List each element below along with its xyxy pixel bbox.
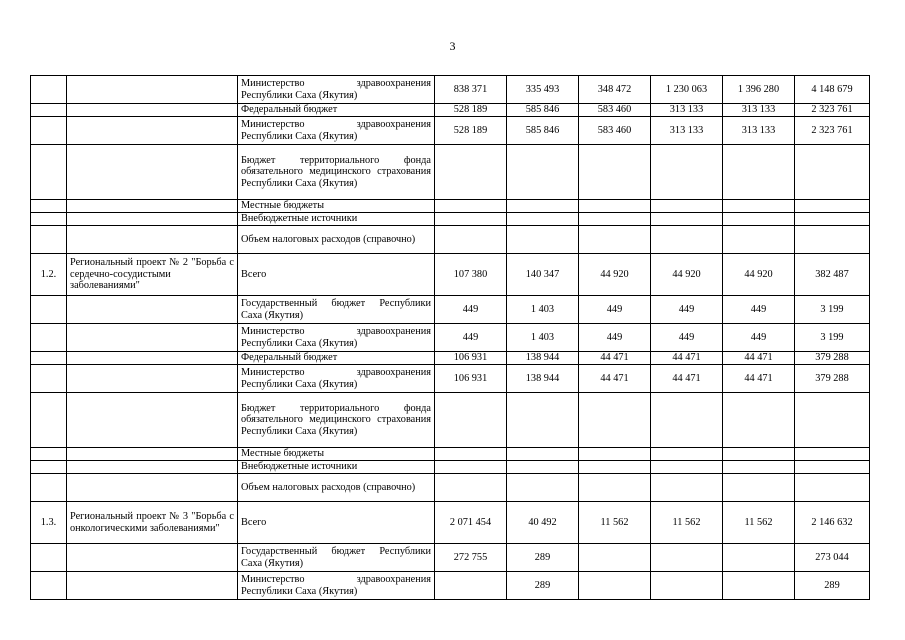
value-cell	[579, 474, 651, 502]
table-row	[31, 200, 870, 213]
value-cell: 449	[579, 296, 651, 324]
value-cell: 44 920	[723, 254, 795, 296]
table-row	[31, 365, 870, 393]
row-number-cell	[31, 104, 67, 117]
value-cell	[723, 474, 795, 502]
value-cell	[435, 474, 507, 502]
page-number: 3	[449, 39, 456, 53]
value-cell: 11 562	[651, 502, 723, 544]
row-number-cell	[31, 226, 67, 254]
budget-table	[30, 75, 870, 600]
row-number-cell: 1.3.	[31, 502, 67, 544]
total-value-cell	[795, 448, 870, 461]
value-cell: 1 403	[507, 296, 579, 324]
project-name-cell	[67, 572, 238, 600]
value-cell: 313 133	[651, 104, 723, 117]
total-value-cell: 2 323 761	[795, 117, 870, 145]
value-cell	[579, 213, 651, 226]
value-cell: 838 371	[435, 76, 507, 104]
value-cell	[507, 200, 579, 213]
table-row	[31, 461, 870, 474]
funding-source-cell: Государственный бюджет Республики Саха (Якутия)	[238, 544, 435, 572]
total-value-cell: 289	[795, 572, 870, 600]
row-number-cell	[31, 117, 67, 145]
row-number-cell	[31, 474, 67, 502]
row-number-cell	[31, 76, 67, 104]
value-cell	[579, 461, 651, 474]
value-cell	[507, 213, 579, 226]
funding-source-cell: Бюджет территориального фонда обязательного медицинского страхования Республики Саха (Якутия)	[238, 145, 435, 200]
project-name-cell	[67, 393, 238, 448]
value-cell	[507, 145, 579, 200]
row-number-cell: 1.2.	[31, 254, 67, 296]
value-cell	[723, 393, 795, 448]
value-cell	[435, 200, 507, 213]
value-cell	[651, 448, 723, 461]
funding-source-cell: Федеральный бюджет	[238, 104, 435, 117]
value-cell	[651, 200, 723, 213]
funding-source-cell: Бюджет территориального фонда обязательного медицинского страхования Республики Саха (Якутия)	[238, 393, 435, 448]
row-number-cell	[31, 296, 67, 324]
value-cell: 348 472	[579, 76, 651, 104]
row-number-cell	[31, 572, 67, 600]
value-cell	[435, 145, 507, 200]
total-value-cell: 2 146 632	[795, 502, 870, 544]
value-cell: 44 471	[579, 352, 651, 365]
table-row	[31, 393, 870, 448]
table-row	[31, 76, 870, 104]
funding-source-cell: Министерство здравоохранения Республики Саха (Якутия)	[238, 76, 435, 104]
project-name-cell: Региональный проект № 2 "Борьба с сердечно-сосудистыми заболеваниями"	[67, 254, 238, 296]
value-cell: 335 493	[507, 76, 579, 104]
table-row	[31, 572, 870, 600]
value-cell: 44 920	[579, 254, 651, 296]
row-number-cell	[31, 448, 67, 461]
project-name-cell	[67, 145, 238, 200]
project-name-cell	[67, 213, 238, 226]
row-number-cell	[31, 461, 67, 474]
funding-source-cell: Объем налоговых расходов (справочно)	[238, 474, 435, 502]
value-cell: 1 403	[507, 324, 579, 352]
value-cell: 289	[507, 572, 579, 600]
total-value-cell: 3 199	[795, 296, 870, 324]
value-cell: 449	[723, 296, 795, 324]
table-row	[31, 352, 870, 365]
value-cell	[579, 572, 651, 600]
value-cell	[579, 544, 651, 572]
row-number-cell	[31, 200, 67, 213]
total-value-cell: 379 288	[795, 365, 870, 393]
funding-source-cell: Министерство здравоохранения Республики Саха (Якутия)	[238, 365, 435, 393]
funding-source-cell: Министерство здравоохранения Республики Саха (Якутия)	[238, 324, 435, 352]
row-number-cell	[31, 213, 67, 226]
total-value-cell	[795, 200, 870, 213]
value-cell	[651, 461, 723, 474]
value-cell: 585 846	[507, 117, 579, 145]
project-name-cell	[67, 296, 238, 324]
project-name-cell	[67, 461, 238, 474]
value-cell	[435, 572, 507, 600]
total-value-cell: 379 288	[795, 352, 870, 365]
value-cell: 138 944	[507, 365, 579, 393]
table-row	[31, 226, 870, 254]
value-cell: 11 562	[723, 502, 795, 544]
value-cell	[435, 393, 507, 448]
total-value-cell	[795, 461, 870, 474]
value-cell: 11 562	[579, 502, 651, 544]
table-row	[31, 213, 870, 226]
value-cell: 44 471	[723, 352, 795, 365]
project-name-cell	[67, 544, 238, 572]
table-row	[31, 145, 870, 200]
value-cell	[723, 572, 795, 600]
value-cell	[507, 448, 579, 461]
total-value-cell	[795, 145, 870, 200]
project-name-cell	[67, 352, 238, 365]
value-cell: 528 189	[435, 117, 507, 145]
value-cell: 44 920	[651, 254, 723, 296]
project-name-cell	[67, 104, 238, 117]
value-cell	[579, 226, 651, 254]
value-cell: 1 396 280	[723, 76, 795, 104]
value-cell	[651, 393, 723, 448]
project-name-cell	[67, 117, 238, 145]
value-cell: 140 347	[507, 254, 579, 296]
funding-source-cell: Всего	[238, 502, 435, 544]
value-cell: 44 471	[723, 365, 795, 393]
funding-source-cell: Местные бюджеты	[238, 200, 435, 213]
funding-source-cell: Объем налоговых расходов (справочно)	[238, 226, 435, 254]
total-value-cell: 3 199	[795, 324, 870, 352]
value-cell	[723, 226, 795, 254]
value-cell: 449	[435, 296, 507, 324]
value-cell	[507, 474, 579, 502]
value-cell	[723, 461, 795, 474]
funding-source-cell: Министерство здравоохранения Республики Саха (Якутия)	[238, 572, 435, 600]
row-number-cell	[31, 324, 67, 352]
total-value-cell	[795, 393, 870, 448]
project-name-cell	[67, 324, 238, 352]
table-row	[31, 474, 870, 502]
value-cell	[579, 393, 651, 448]
value-cell	[651, 213, 723, 226]
value-cell	[723, 200, 795, 213]
funding-source-cell: Внебюджетные источники	[238, 213, 435, 226]
value-cell	[579, 145, 651, 200]
value-cell: 449	[579, 324, 651, 352]
value-cell: 528 189	[435, 104, 507, 117]
project-name-cell: Региональный проект № 3 "Борьба с онкологическими заболеваниями"	[67, 502, 238, 544]
value-cell: 583 460	[579, 117, 651, 145]
value-cell: 106 931	[435, 365, 507, 393]
value-cell	[507, 461, 579, 474]
value-cell: 289	[507, 544, 579, 572]
table-row	[31, 324, 870, 352]
funding-source-cell: Федеральный бюджет	[238, 352, 435, 365]
value-cell: 449	[723, 324, 795, 352]
value-cell: 138 944	[507, 352, 579, 365]
budget-table-body	[31, 76, 870, 600]
project-name-cell	[67, 365, 238, 393]
total-value-cell: 382 487	[795, 254, 870, 296]
table-row	[31, 448, 870, 461]
table-row	[31, 117, 870, 145]
value-cell: 583 460	[579, 104, 651, 117]
value-cell: 1 230 063	[651, 76, 723, 104]
value-cell	[435, 461, 507, 474]
value-cell	[507, 393, 579, 448]
total-value-cell	[795, 226, 870, 254]
value-cell	[723, 145, 795, 200]
value-cell: 449	[651, 324, 723, 352]
value-cell	[651, 474, 723, 502]
value-cell	[651, 544, 723, 572]
total-value-cell: 4 148 679	[795, 76, 870, 104]
row-number-cell	[31, 544, 67, 572]
total-value-cell	[795, 474, 870, 502]
value-cell	[651, 572, 723, 600]
value-cell	[723, 544, 795, 572]
row-number-cell	[31, 145, 67, 200]
total-value-cell	[795, 213, 870, 226]
value-cell	[435, 226, 507, 254]
row-number-cell	[31, 365, 67, 393]
value-cell: 107 380	[435, 254, 507, 296]
total-value-cell: 2 323 761	[795, 104, 870, 117]
value-cell: 44 471	[651, 352, 723, 365]
table-row	[31, 296, 870, 324]
project-name-cell	[67, 448, 238, 461]
value-cell	[579, 200, 651, 213]
project-name-cell	[67, 474, 238, 502]
value-cell: 44 471	[579, 365, 651, 393]
value-cell: 106 931	[435, 352, 507, 365]
value-cell	[723, 213, 795, 226]
table-row	[31, 544, 870, 572]
value-cell: 313 133	[723, 104, 795, 117]
total-value-cell: 273 044	[795, 544, 870, 572]
value-cell	[435, 448, 507, 461]
value-cell: 44 471	[651, 365, 723, 393]
value-cell	[651, 145, 723, 200]
project-name-cell	[67, 200, 238, 213]
value-cell	[723, 448, 795, 461]
row-number-cell	[31, 352, 67, 365]
value-cell: 272 755	[435, 544, 507, 572]
value-cell	[507, 226, 579, 254]
table-row	[31, 254, 870, 296]
table-row	[31, 104, 870, 117]
value-cell: 2 071 454	[435, 502, 507, 544]
project-name-cell	[67, 76, 238, 104]
funding-source-cell: Всего	[238, 254, 435, 296]
funding-source-cell: Государственный бюджет Республики Саха (Якутия)	[238, 296, 435, 324]
value-cell	[435, 213, 507, 226]
value-cell: 449	[435, 324, 507, 352]
funding-source-cell: Внебюджетные источники	[238, 461, 435, 474]
funding-source-cell: Местные бюджеты	[238, 448, 435, 461]
project-name-cell	[67, 226, 238, 254]
value-cell: 585 846	[507, 104, 579, 117]
value-cell: 313 133	[651, 117, 723, 145]
value-cell: 449	[651, 296, 723, 324]
value-cell	[579, 448, 651, 461]
table-row	[31, 502, 870, 544]
value-cell: 313 133	[723, 117, 795, 145]
value-cell: 40 492	[507, 502, 579, 544]
value-cell	[651, 226, 723, 254]
row-number-cell	[31, 393, 67, 448]
funding-source-cell: Министерство здравоохранения Республики Саха (Якутия)	[238, 117, 435, 145]
